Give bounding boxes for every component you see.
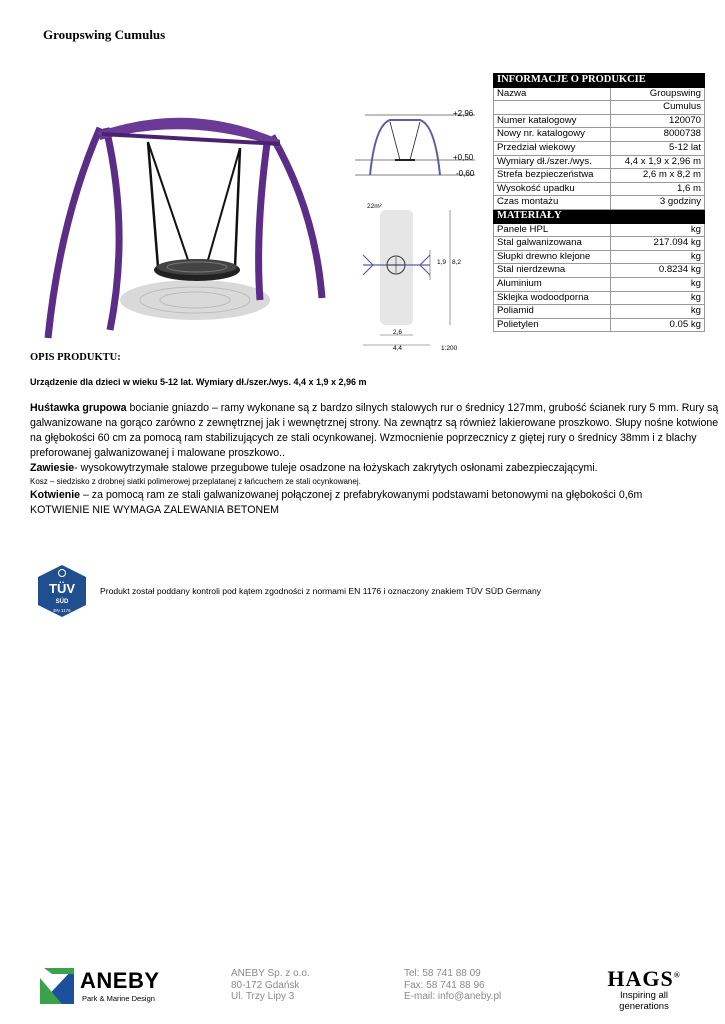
anchoring-bold: Kotwienie bbox=[30, 489, 81, 501]
material-value: kg bbox=[610, 223, 704, 237]
product-illustration bbox=[40, 110, 340, 345]
table-row bbox=[494, 114, 705, 128]
height-top-label: +2,96 bbox=[453, 109, 474, 118]
table-row bbox=[494, 277, 705, 291]
info-label: Wysokość upadku bbox=[494, 182, 611, 196]
anchoring-text: – za pomocą ram ze stali galwanizowanej połączonej z prefabrykowanymi podstawami betonowymi na głębokości 0,6m bbox=[80, 489, 643, 501]
description-paragraph bbox=[30, 461, 720, 476]
table-row bbox=[494, 305, 705, 319]
hags-name: HAGS bbox=[607, 966, 674, 991]
hags-registered: ® bbox=[673, 970, 681, 980]
hags-tagline: Inspiring all generations bbox=[619, 990, 669, 1012]
width-inner-label: 2,6 bbox=[393, 329, 403, 336]
info-label: Wymiary dł./szer./wys. bbox=[494, 155, 611, 169]
aneby-brand: ANEBY bbox=[80, 968, 160, 993]
width-outer-label: 4,4 bbox=[393, 345, 403, 352]
table-row bbox=[494, 128, 705, 142]
dim-large-label: 8,2 bbox=[452, 259, 462, 266]
table-row bbox=[494, 182, 705, 196]
materials-header: MATERIAŁY bbox=[494, 209, 705, 223]
material-value: kg bbox=[610, 291, 704, 305]
page-title: Groupswing Cumulus bbox=[43, 27, 166, 42]
info-value: 4,4 x 1,9 x 2,96 m bbox=[610, 155, 704, 169]
table-row bbox=[494, 250, 705, 264]
material-label: Sklejka wodoodporna bbox=[494, 291, 611, 305]
description-paragraph bbox=[30, 401, 720, 461]
material-value: kg bbox=[610, 305, 704, 319]
address-line: Ul. Trzy Lipy 3 bbox=[231, 991, 295, 1002]
aneby-tagline: Park & Marine Design bbox=[82, 994, 155, 1003]
address-line: 80-172 Gdańsk bbox=[231, 979, 300, 991]
info-label: Strefa bezpieczeństwa bbox=[494, 169, 611, 183]
hags-logo bbox=[594, 966, 694, 1012]
info-value: Groupswing bbox=[610, 87, 704, 101]
aneby-mark-icon bbox=[40, 968, 74, 1004]
info-header: INFORMACJE O PRODUKCIE bbox=[494, 74, 705, 88]
material-value: 217.094 kg bbox=[610, 237, 704, 251]
material-label: Panele HPL bbox=[494, 223, 611, 237]
aneby-logo bbox=[40, 968, 175, 1008]
badge-norm: EN 1176 bbox=[53, 608, 71, 613]
material-label: Stal nierdzewna bbox=[494, 264, 611, 278]
phone: Tel: 58 741 88 09 bbox=[404, 968, 481, 979]
table-row bbox=[494, 141, 705, 155]
company-address bbox=[231, 968, 310, 1003]
certification-text: Produkt został poddany kontroli pod kątem zgodności z normami EN 1176 i oznaczony znakiem TÜV SÜD Germany bbox=[100, 586, 542, 596]
table-row bbox=[494, 291, 705, 305]
table-row bbox=[494, 196, 705, 210]
material-label: Stal galwanizowana bbox=[494, 237, 611, 251]
info-value: 8000738 bbox=[610, 128, 704, 142]
info-value: 1,6 m bbox=[610, 182, 704, 196]
badge-text: TÜV bbox=[49, 581, 75, 596]
info-value: 3 godziny bbox=[610, 196, 704, 210]
dim-small-label: 1,9 bbox=[437, 259, 447, 266]
fax: Fax: 58 741 88 96 bbox=[404, 979, 485, 991]
material-value: 0.8234 kg bbox=[610, 264, 704, 278]
table-row bbox=[494, 169, 705, 183]
swing-bold: Huśtawka grupowa bbox=[30, 402, 127, 414]
material-label: Polietylen bbox=[494, 318, 611, 332]
height-mid-label: +0,50 bbox=[453, 153, 474, 162]
info-label: Czas montażu bbox=[494, 196, 611, 210]
info-value: Cumulus bbox=[610, 101, 704, 115]
info-label: Przedział wiekowy bbox=[494, 141, 611, 155]
area-label: 22m² bbox=[367, 203, 382, 210]
scale-label: 1:200 bbox=[441, 345, 458, 352]
info-label bbox=[494, 101, 611, 115]
table-row bbox=[494, 155, 705, 169]
table-row bbox=[494, 87, 705, 101]
company-contact bbox=[404, 968, 501, 1003]
anchoring-note: KOTWIENIE NIE WYMAGA ZALEWANIA BETONEM bbox=[30, 504, 279, 516]
suspension-text: - wysokowytrzymałe stalowe przegubowe tuleje osadzone na łożyskach zakrytych osłonami zabezpieczającymi. bbox=[74, 462, 598, 474]
info-label: Numer katalogowy bbox=[494, 114, 611, 128]
table-row bbox=[494, 223, 705, 237]
suspension-bold: Zawiesie bbox=[30, 462, 75, 474]
tuv-sud-badge-icon bbox=[36, 563, 88, 619]
product-info-table bbox=[493, 73, 705, 332]
info-value: 120070 bbox=[610, 114, 704, 128]
badge-sub: SÜD bbox=[55, 599, 69, 605]
description-paragraph bbox=[30, 488, 720, 503]
table-row bbox=[494, 237, 705, 251]
info-label: Nazwa bbox=[494, 87, 611, 101]
email: E-mail: info@aneby.pl bbox=[404, 991, 502, 1002]
material-label: Aluminium bbox=[494, 277, 611, 291]
description-heading: OPIS PRODUKTU: bbox=[30, 352, 121, 363]
info-value: 2,6 m x 8,2 m bbox=[610, 169, 704, 183]
table-row bbox=[494, 101, 705, 115]
dimensions-line: Urządzenie dla dzieci w wieku 5-12 lat. Wymiary dł./szer./wys. 4,4 x 1,9 x 2,96 m bbox=[30, 377, 367, 387]
technical-drawing bbox=[345, 105, 485, 355]
address-line: ANEBY Sp. z o.o. bbox=[231, 968, 310, 979]
height-base-label: -0,60 bbox=[456, 169, 475, 178]
material-label: Słupki drewno klejone bbox=[494, 250, 611, 264]
material-value: 0.05 kg bbox=[610, 318, 704, 332]
material-value: kg bbox=[610, 250, 704, 264]
material-value: kg bbox=[610, 277, 704, 291]
info-value: 5-12 lat bbox=[610, 141, 704, 155]
material-label: Poliamid bbox=[494, 305, 611, 319]
info-label: Nowy nr. katalogowy bbox=[494, 128, 611, 142]
table-row bbox=[494, 264, 705, 278]
table-row bbox=[494, 318, 705, 332]
basket-note: Kosz – siedzisko z drobnej siatki polimerowej przeplatanej z łańcuchem ze stali ocynkowanej. bbox=[30, 477, 361, 486]
description-body bbox=[30, 401, 720, 518]
swing-text: bocianie gniazdo – ramy wykonane są z bardzo silnych stalowych rur o średnicy 127mm, grubość ścianek rury 5 mm. Rury są galwanizowane na gorąco zarówno z zewnętrznej jak i wewnętrznej strony. Na zewnątrz są również lakierowane proszkowo. Słupy nośne kotwione na głębokości 60 cm za pomocą ram stabilizujących ze stali ocynkowanej. Wzmocnienie poprzecznicy z giętej rury o średnicy 38mm i z blachy preforowanej galwanizowanej i malowane proszkowo.. bbox=[30, 402, 719, 459]
